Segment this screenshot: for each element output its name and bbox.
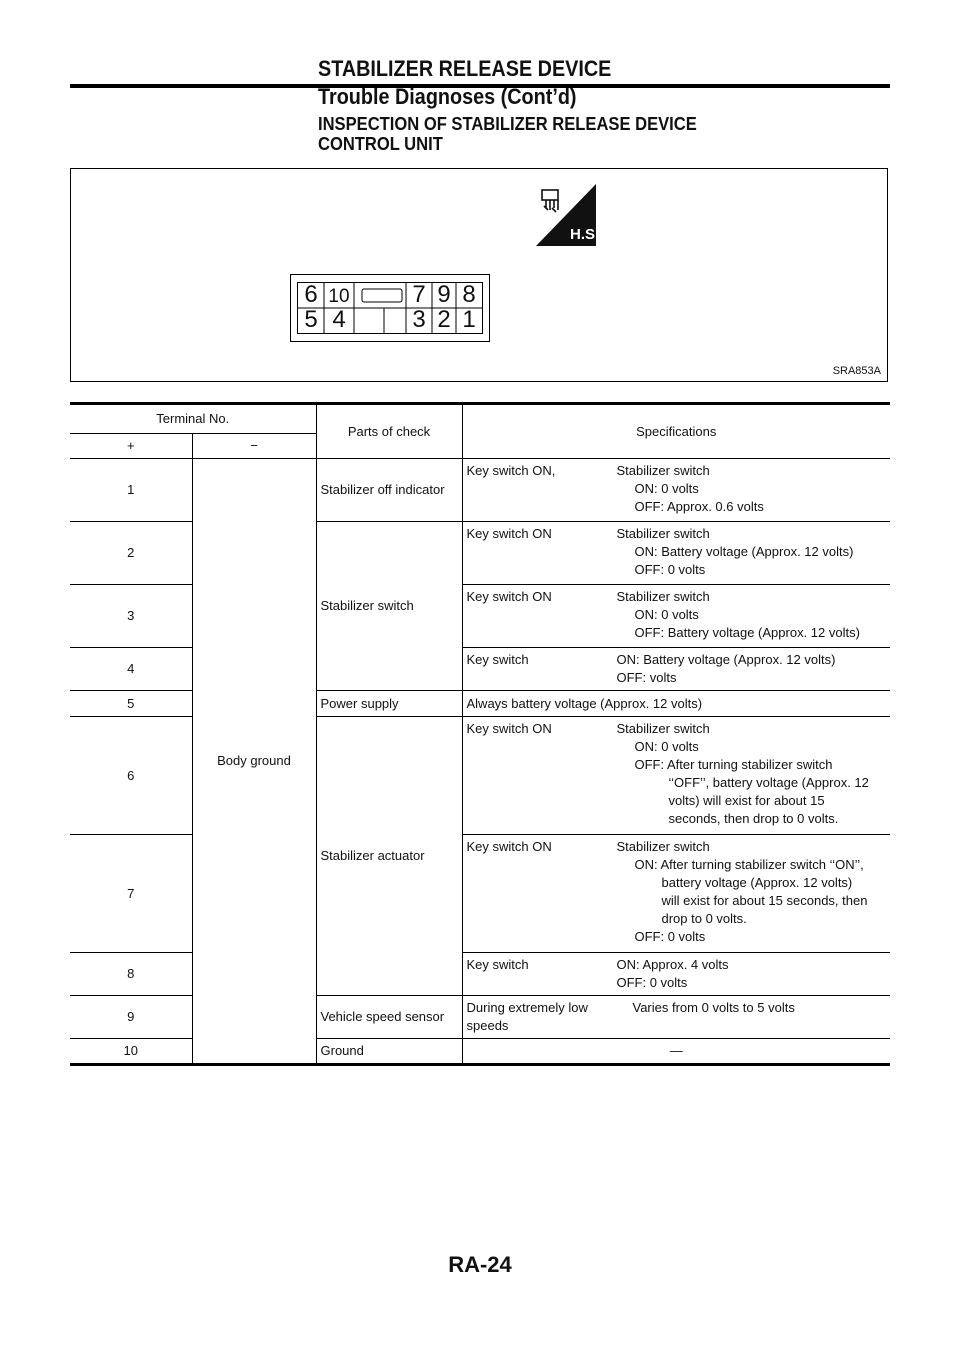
harness-side-icon bbox=[536, 184, 600, 246]
badge-text: H.S. bbox=[570, 226, 600, 243]
spec-line: ON: Battery voltage (Approx. 12 volts) bbox=[634, 544, 854, 559]
pin-label: 4 bbox=[332, 306, 346, 333]
spec-cell bbox=[462, 459, 890, 522]
spec-cell bbox=[462, 717, 890, 835]
spec-line: ON: 0 volts bbox=[634, 607, 699, 622]
connector-diagram bbox=[290, 274, 490, 342]
spec-line: seconds, then drop to 0 volts. bbox=[668, 811, 839, 826]
pin-label: 8 bbox=[462, 281, 476, 308]
spec-line: OFF: 0 volts bbox=[634, 562, 706, 577]
spec-condition: Key switch ON bbox=[466, 721, 552, 736]
header-minus: − bbox=[192, 434, 316, 459]
header-plus: + bbox=[70, 434, 192, 459]
spec-line: OFF: volts bbox=[616, 670, 677, 685]
terminal-number: 1 bbox=[70, 459, 192, 522]
spec-line: OFF: Battery voltage (Approx. 12 volts) bbox=[634, 625, 860, 640]
terminal-number: 10 bbox=[70, 1039, 192, 1065]
spec-cell bbox=[462, 835, 890, 953]
spec-line: Stabilizer switch bbox=[616, 589, 710, 604]
header-terminal-no: Terminal No. bbox=[70, 404, 316, 434]
spec-line: Stabilizer switch bbox=[616, 526, 710, 541]
spec-line: Varies from 0 volts to 5 volts bbox=[632, 1000, 795, 1015]
part-cell: Stabilizer switch bbox=[316, 522, 462, 691]
inspection-heading-line1: INSPECTION OF STABILIZER RELEASE DEVICE bbox=[318, 114, 697, 134]
terminal-number: 8 bbox=[70, 953, 192, 996]
table-row bbox=[70, 459, 890, 522]
spec-line: ON: 0 volts bbox=[634, 739, 699, 754]
spec-cell bbox=[462, 585, 890, 648]
spec-line: ON: Approx. 4 volts bbox=[616, 957, 729, 972]
pin-label: 6 bbox=[304, 281, 318, 308]
page-number: RA-24 bbox=[448, 1252, 512, 1277]
spec-cell bbox=[462, 953, 890, 996]
spec-line: will exist for about 15 seconds, then bbox=[661, 893, 868, 908]
terminal-number: 3 bbox=[70, 585, 192, 648]
spec-cell: — bbox=[462, 1039, 890, 1065]
part-cell: Ground bbox=[316, 1039, 462, 1065]
spec-line: OFF: 0 volts bbox=[616, 975, 688, 990]
terminal-spec-table bbox=[70, 402, 890, 1066]
terminal-number: 6 bbox=[70, 717, 192, 835]
pin-label: 5 bbox=[304, 306, 318, 333]
header-specifications: Specifications bbox=[462, 404, 890, 459]
inspection-heading-line2: CONTROL UNIT bbox=[318, 134, 443, 154]
pin-label: 1 bbox=[462, 306, 476, 333]
spec-line: Stabilizer switch bbox=[616, 721, 710, 736]
spec-line: ON: Battery voltage (Approx. 12 volts) bbox=[616, 652, 836, 667]
terminal-number: 9 bbox=[70, 996, 192, 1039]
spec-line: ‘‘OFF’’, battery voltage (Approx. 12 bbox=[668, 775, 869, 790]
spec-line: Stabilizer switch bbox=[616, 463, 710, 478]
terminal-number: 4 bbox=[70, 648, 192, 691]
spec-condition: speeds bbox=[466, 1018, 509, 1033]
spec-line: Stabilizer switch bbox=[616, 839, 710, 854]
pin-label: 2 bbox=[437, 306, 451, 333]
terminal-number: 7 bbox=[70, 835, 192, 953]
spec-condition: During extremely low bbox=[466, 1000, 588, 1015]
header-parts-of-check: Parts of check bbox=[316, 404, 462, 459]
spec-line: OFF: After turning stabilizer switch bbox=[634, 757, 833, 772]
spec-cell bbox=[462, 996, 890, 1039]
terminal-number: 2 bbox=[70, 522, 192, 585]
body-ground-cell: Body ground bbox=[192, 459, 316, 1065]
spec-condition: Key switch ON bbox=[466, 839, 552, 854]
part-cell: Vehicle speed sensor bbox=[316, 996, 462, 1039]
spec-line: drop to 0 volts. bbox=[661, 911, 747, 926]
spec-condition: Key switch bbox=[466, 957, 529, 972]
spec-line: OFF: Approx. 0.6 volts bbox=[634, 499, 764, 514]
spec-line: ON: After turning stabilizer switch ‘‘ON’’, bbox=[634, 857, 864, 872]
pin-label: 10 bbox=[328, 286, 350, 307]
pin-label: 9 bbox=[437, 281, 451, 308]
spec-condition: Key switch ON bbox=[466, 526, 552, 541]
spec-condition: Key switch bbox=[466, 652, 529, 667]
spec-cell bbox=[462, 522, 890, 585]
pin-label: 7 bbox=[412, 281, 426, 308]
pin-label: 3 bbox=[412, 306, 426, 333]
spec-cell: Always battery voltage (Approx. 12 volts) bbox=[462, 691, 890, 717]
part-cell: Stabilizer actuator bbox=[316, 717, 462, 996]
spec-condition: Key switch ON bbox=[466, 589, 552, 604]
part-cell: Stabilizer off indicator bbox=[316, 459, 462, 522]
spec-cell bbox=[462, 648, 890, 691]
connector-body bbox=[297, 282, 483, 334]
section-subtitle: Trouble Diagnoses (Cont’d) bbox=[318, 84, 577, 109]
section-title: STABILIZER RELEASE DEVICE bbox=[318, 56, 612, 81]
part-cell: Power supply bbox=[316, 691, 462, 717]
figure-code: SRA853A bbox=[832, 365, 881, 377]
spec-condition: Key switch ON, bbox=[466, 463, 556, 478]
spec-line: OFF: 0 volts bbox=[634, 929, 706, 944]
terminal-number: 5 bbox=[70, 691, 192, 717]
spec-line: battery voltage (Approx. 12 volts) bbox=[661, 875, 853, 890]
spec-line: volts) will exist for about 15 bbox=[668, 793, 825, 808]
spec-line: ON: 0 volts bbox=[634, 481, 699, 496]
